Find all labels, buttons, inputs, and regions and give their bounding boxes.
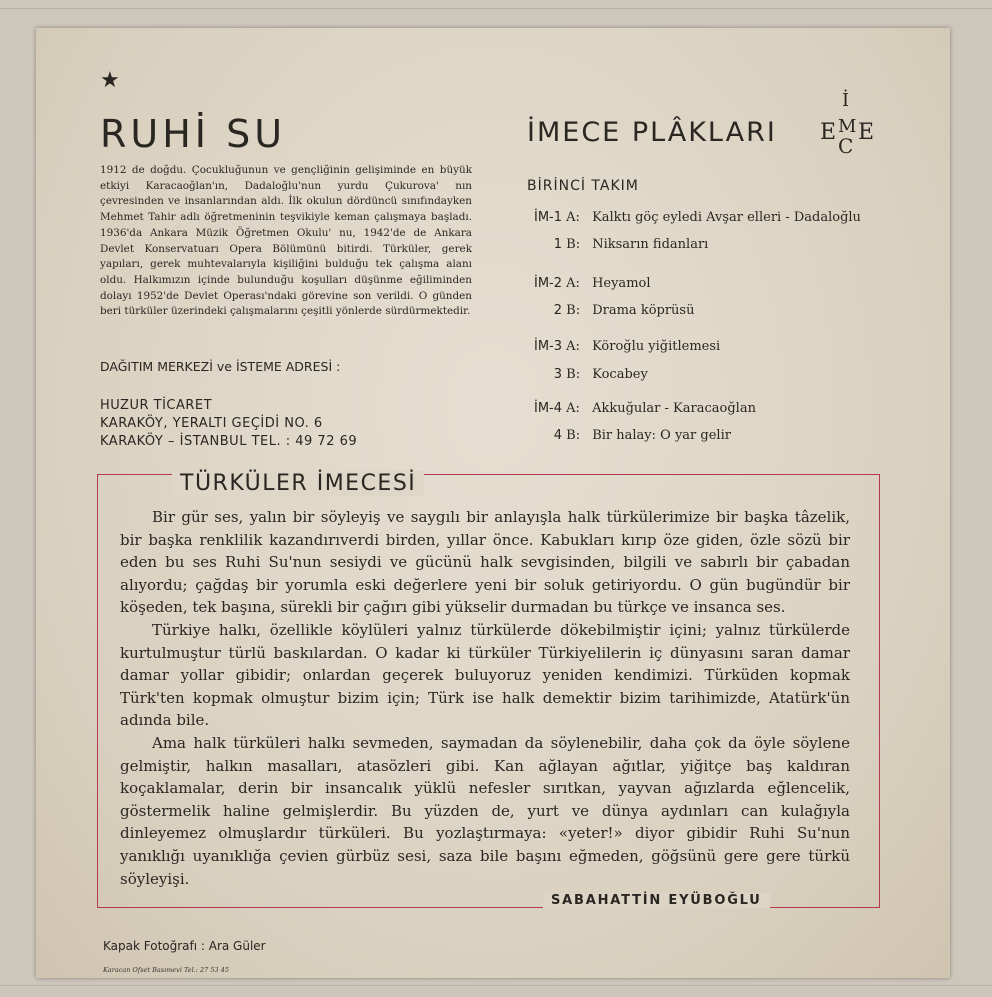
address-line: HUZUR TİCARET (100, 398, 213, 413)
track-item: 1 B: Niksarın fidanları (553, 237, 709, 252)
distribution-heading: DAĞITIM MERKEZİ ve İSTEME ADRESİ : (100, 359, 341, 374)
track-item: 3 B: Kocabey (553, 367, 648, 382)
essay-paragraph: Türkiye halkı, özellikle köylüleri yalnız türkülerde dökebilmiştir içini; yalnız türkülerde kurtulmuştur türlü baskılardan. O kadar ki türküler Türkiyelilerin iç dünyasını saran damar damar yollar gibidir; onlardan geçerek buluyoruz yeniden kendimizi. Türküden kopmak Türk'ten kopmak olmuştur bizim için; Türk ise halk demektir bizim tarihimizde, Atatürk'ün adında bile. (120, 620, 850, 730)
track-item: İM-3 A: Köroğlu yiğitlemesi (533, 339, 721, 354)
address-line: KARAKÖY, YERALTI GEÇİDİ NO. 6 (100, 416, 323, 431)
artist-name: RUHİ SU (100, 112, 287, 156)
distribution-address (100, 397, 357, 451)
essay-paragraph: Bir gür ses, yalın bir söyleyiş ve saygılı bir anlayışla halk türkülerimize bir başka tâzelik, bir başka renklilik kazandırıverdi birden, yıllar önce. Kabukları kırıp öze giden, özle sözü bir eden bu ses Ruhi Su'nun sesiydi ve gücünü halk sevgisinden, bilgili ve sabırlı bir çabadan alıyordu; çağdaş bir yorumla eski değerlere yeni bir soluk getiriyordu. O gün bugündür bir köşeden, tek başına, sürekli bir çağırı gibi yükselir durmadan bu türkçe ve insanca ses. (120, 508, 850, 617)
essay-title: TÜRKÜLER İMECESİ (172, 471, 424, 496)
logo-letter: İ (842, 90, 850, 111)
essay-body (120, 506, 850, 890)
photo-credit: Kapak Fotoğrafı : Ara Güler (103, 939, 266, 953)
wood-grain (0, 985, 992, 986)
series-heading: BİRİNCİ TAKIM (527, 178, 639, 194)
address-line: KARAKÖY – İSTANBUL TEL. : 49 72 69 (100, 434, 358, 449)
printer-credit: Karacan Ofset Basımevi Tel.: 27 53 45 (103, 966, 229, 974)
logo-letter: C (838, 134, 854, 158)
artist-biography: 1912 de doğdu. Çocukluğunun ve gençliğinin gelişiminde en büyük etkiyi Karacaoğlan'ın, Dadaloğlu'nun yurdu Çukurova' nın çevresinden ve insanlarından aldı. İlk okulun dördüncü sınıfındayken Mehmet Tahir adlı öğretmeninin teşvikiyle keman çalışmaya başladı. 1936'da Ankara Müzik Öğretmen Okulu' nu, 1942'de de Ankara Devlet Konservatuarı Opera Bölümünü bitirdi. Türküler, gerek yapıları, gerek muhtevalarıyla kişiliğini bulduğu tek çalışma alanı oldu. Halkımızın içinde bulunduğu koşulları düşünme eğiliminden dolayı 1952'de Devlet Operası'ndaki görevine son verildi. O günden beri türküler üzerindeki çalışmalarını çeşitli yönlerde sürdürmektedir. (100, 164, 472, 318)
track-item: İM-4 A: Akkuğular - Karacaoğlan (533, 401, 756, 416)
logo-letter: E (858, 120, 875, 145)
logo-letter: E (820, 120, 837, 145)
star-icon: ★ (100, 68, 120, 93)
track-item: İM-1 A: Kalktı göç eyledi Avşar elleri - Dadaloğlu (533, 210, 861, 225)
track-item: 4 B: Bir halay: O yar gelir (553, 428, 731, 443)
essay-paragraph: Ama halk türküleri halkı sevmeden, saymadan da söylenebilir, daha çok da öyle söylene gelmiştir, halkın masalları, atasözleri gibi. Kan ağlayan ağıtlar, yiğitçe baş kaldıran koçaklamalar, derin bir insancalık yüklü nefesler sırıtkan, yayvan ağızlarda eğlencelik, göstermelik haline gelmişlerdir. Bu yüzden de, yurt ve dünya aydınları can kulağıyla dinleyemez olmuşlardır türküleri. Bu yozlaştırmaya: «yeter!» diyor gibidir Ruhi Su'nun yanıklığı uyanıklığa çevien gürbüz sesi, saza bile başını eğmeden, göğsünü gere gere türkü söyleyişi. (120, 733, 850, 888)
wood-grain (0, 8, 992, 9)
record-label-title: İMECE PLÂKLARI (527, 117, 777, 148)
imece-logo (820, 90, 880, 160)
logo-letter: M (838, 116, 857, 137)
essay-author: SABAHATTİN EYÜBOĞLU (543, 893, 770, 908)
track-item: İM-2 A: Heyamol (533, 276, 651, 291)
track-item: 2 B: Drama köprüsü (553, 303, 695, 318)
